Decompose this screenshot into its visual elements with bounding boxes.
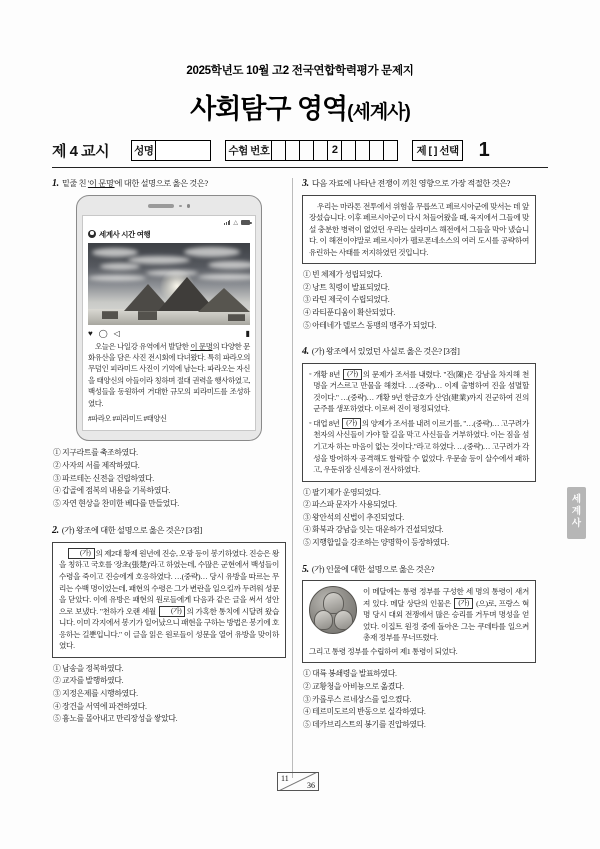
choice-option[interactable]: ② 낭트 칙령이 발표되었다.: [303, 282, 390, 292]
share-icon[interactable]: ◁: [113, 328, 120, 338]
choice-option[interactable]: ⑤ 지행합일을 강조하는 양명학이 등장하였다.: [303, 538, 449, 548]
choice-option[interactable]: ① 남송을 정복하였다.: [53, 663, 124, 673]
consul-portrait-left: [314, 610, 333, 630]
number-cell[interactable]: [272, 141, 286, 160]
choice-option[interactable]: ① 빈 체제가 성립되었다.: [303, 270, 383, 280]
choice-option[interactable]: ④ 테르미도르의 반동으로 실각하였다.: [303, 707, 426, 717]
pyramid-photo: [88, 243, 250, 325]
number-cell[interactable]: [370, 141, 384, 160]
number-cell[interactable]: 2: [328, 141, 342, 160]
phone-screen: [82, 215, 256, 432]
choice-option[interactable]: ① 팔기제가 운영되었다.: [303, 487, 381, 497]
name-label: 성명: [132, 141, 156, 160]
choice-option[interactable]: ② 교자를 발행하였다.: [53, 676, 124, 686]
passage-text: 의 제2대 황제 원년에 진승, 오광 등이 봉기하였다. 진승은 왕을 칭하고 국호를 '장초(張楚)'라고 하였는데, 수많은 군현에서 백성들이 수령을 죽이고 진승에게 호응하였다. …(중략)… 당시 유방을 따르는 무리는 수백 명이었는데, 패현의 수령은 그가 변란을 일으킬까 두려워 성문을 닫았다. 이에 유방은 패현의 원로들에게 다음과 같은 글을 써서 성안으로 보냈다. "천하가 오랜 세월: [59, 548, 280, 616]
choice-option[interactable]: ⑤ 흉노를 몰아내고 만리장성을 쌓았다.: [53, 714, 178, 724]
choice-option[interactable]: ④ 갑골에 점복의 내용을 기록하였다.: [53, 486, 170, 496]
left-column: [52, 177, 286, 742]
bookmark-icon[interactable]: ▮: [245, 328, 250, 338]
number-cell[interactable]: [314, 141, 328, 160]
bullet-marker: ◦: [309, 418, 312, 427]
question-4-choices: [302, 487, 536, 550]
camera-dot-icon: [187, 204, 191, 208]
question-2-number: 2.: [52, 525, 59, 537]
wifi-icon: △: [233, 219, 238, 226]
passage-text: 대업 8년: [313, 418, 342, 428]
status-bar: [88, 219, 250, 227]
choice-option[interactable]: ② 교황청을 아비뇽으로 옮겼다.: [303, 682, 404, 691]
number-cell[interactable]: [384, 141, 397, 160]
post-body-part1: 오늘은 나일강 유역에서 발달한: [95, 341, 191, 351]
question-5-passage: [302, 580, 536, 663]
page-title: [52, 87, 548, 126]
choice-option[interactable]: ⑤ 자연 현상을 찬미한 베다를 만들었다.: [53, 498, 179, 508]
subject-parenthetical: (세계사): [347, 102, 410, 123]
passage-paragraph: 우리는 마라톤 전투에서 위험을 무릅쓰고 페르시아군에 맞서는 데 앞장섰습니다. 이후 페르시아군이 다시 쳐들어왔을 때, 육지에서 그들에 맞설 충분한 병력이 없었던 우리는 살라미스 해전에서 그들을 막아 냈습니다. 이 해전이야말로 페르시아가 펠로폰네소스의 여러 도시를 공략하여 유린하는 사태를 저지하였던 것입니다.: [309, 201, 530, 257]
passage-paragraph: [59, 548, 279, 652]
question-5-number: 5.: [302, 563, 309, 575]
cloud-shape: [208, 261, 250, 269]
choice-option[interactable]: ② 사자의 서를 제작하였다.: [53, 460, 140, 470]
post-author: [88, 229, 250, 240]
choice-option[interactable]: ③ 라틴 제국이 수립되었다.: [303, 295, 390, 305]
number-cell[interactable]: [286, 141, 300, 160]
mastaba-shape: [228, 314, 245, 321]
blank-ga-marker: (가): [159, 606, 186, 617]
passage-text: 이 메달에는 통령 정부를 구성한 세 명의 통령이 새겨져 있다. 메달 상단의 인물은: [363, 587, 529, 608]
question-4-number: 4.: [302, 346, 309, 358]
passage-text: 개황 8년: [313, 369, 343, 379]
choice-option[interactable]: ⑤ 데카브리스트의 봉기를 진압하였다.: [303, 719, 426, 729]
blank-ga-marker: (가): [343, 369, 362, 380]
speaker-bar-icon: [148, 204, 174, 207]
question-2-prompt-text: (가) 왕조에 대한 설명으로 옳은 것은? [3점]: [61, 526, 202, 536]
booklet-number: 1: [478, 138, 490, 161]
medal-image: [309, 586, 357, 634]
page-number-badge: [277, 772, 319, 791]
side-tab-char: 세: [571, 494, 582, 505]
battery-icon: [241, 220, 250, 225]
question-4-prompt: [302, 345, 536, 359]
subject-side-tab: [567, 487, 586, 539]
question-4-passage: [302, 363, 536, 482]
question-1-number: 1.: [52, 178, 59, 189]
subject-name: 사회탐구 영역: [190, 94, 348, 124]
question-2: [52, 524, 286, 725]
page-header: [0, 0, 600, 126]
pyramid-shape: [198, 285, 250, 312]
question-5: [302, 563, 536, 732]
choice-option[interactable]: ③ 지정은제를 시행하였다.: [53, 688, 138, 698]
passage-text: 의 양제가 조서를 내려 이르기를, "…(중략)… 고구려가 천자의 사신들이 가야 할 길을 막고 사신들을 거부하였다. 이는 짐을 섬기고자 하는 마음이 없는 것이다."라고 하였다. …(중략)… 고구려가 각 성을 방어하자 공격해도 함락할 수 없었다. 우문술 등이 살수에서 패하고, 우둔위장 신세웅이 전사하였다.: [313, 418, 529, 475]
side-tab-char: 사: [571, 517, 582, 529]
question-5-prompt: [302, 563, 536, 577]
question-1-choices: [52, 447, 286, 510]
cloud-shape: [100, 263, 140, 270]
choice-option[interactable]: ⑤ 아테네가 델로스 동맹의 맹주가 되었다.: [303, 320, 437, 330]
column-divider: [292, 178, 293, 778]
question-3-choices: [302, 269, 536, 332]
blank-ga-marker: (가): [454, 598, 473, 609]
sensor-dot-icon: [179, 205, 182, 208]
like-icon[interactable]: ♥: [88, 328, 93, 338]
bullet-marker: ◦: [309, 369, 312, 378]
current-page-number: 11: [281, 773, 289, 783]
post-author-name: 세계사 시간 여행: [99, 229, 151, 239]
cloud-shape: [128, 256, 190, 264]
post-action-bar: [88, 328, 250, 339]
cloud-shape: [184, 247, 240, 257]
choice-option[interactable]: ④ 화북과 강남을 잇는 대운하가 건설되었다.: [303, 525, 444, 535]
passage-text: 의 문제가 조서를 내렸다. "진(陳)은 강남을 차지해 천명을 거스르고 만물을 해쳤다. …(중략)… 이제 출병하여 진을 섬멸할 것이다." …(중략)… 개황 9년 한금호가 산엄(建業)까지 진군하여 진의 군주를 생포하였다. 이로써 진이 평정되었다.: [313, 369, 529, 414]
medal-description: [363, 586, 529, 644]
exam-number-label: 수험 번호: [226, 141, 272, 160]
choice-option[interactable]: ③ 카롤루스 르네상스를 일으켰다.: [303, 694, 412, 704]
question-4-prompt-text: (가) 왕조에서 있었던 사실로 옳은 것은? [3점]: [311, 347, 460, 357]
blank-ga-marker: (가): [68, 548, 95, 559]
question-4: [302, 345, 536, 549]
choice-option[interactable]: ④ 라티푼디움이 확산되었다.: [303, 308, 395, 318]
choice-option[interactable]: ① 지구라트를 축조하였다.: [53, 448, 138, 458]
total-page-number: 36: [307, 780, 315, 790]
name-field-group: [131, 140, 211, 161]
mastaba-shape: [102, 311, 118, 319]
question-2-passage: [52, 542, 286, 658]
name-input[interactable]: [156, 141, 210, 160]
question-5-prompt-text: (가) 인물에 대한 설명으로 옳은 것은?: [311, 564, 435, 574]
avatar-icon: [88, 230, 96, 238]
period-label: 제 4 교시: [52, 142, 110, 160]
right-column: [302, 177, 536, 742]
blank-ga-marker: (가): [342, 418, 361, 429]
exam-info-row: [52, 139, 548, 161]
medal-description-tail: 그리고 통령 정부를 수립하여 제1 통령이 되었다.: [309, 646, 458, 656]
q1-prompt-underline: '이 문명': [87, 179, 115, 188]
choice-option[interactable]: ③ 파르테논 신전을 건립하였다.: [53, 473, 154, 483]
content-columns: [52, 177, 548, 742]
question-1: [52, 177, 286, 510]
question-3: [302, 177, 536, 332]
phone-notch: [82, 203, 256, 210]
question-1-prompt: [52, 177, 286, 191]
post-body-part2: 의 다양한 문화유산을 담은 사진 전시회에 다녀왔다. 특히 파라오의 무덤인 피라미드 사진이 기억에 남는다. 파라오는 자신을 태양신의 아들이라 칭하며 절대 권력을 행사하였고, 백성들을 동원하여 거대한 규모의 피라미드를 조성하였다.: [88, 341, 250, 408]
mastaba-shape: [138, 311, 157, 320]
choice-option[interactable]: ③ 왕안석의 신법이 추진되었다.: [303, 512, 404, 522]
choice-option[interactable]: ① 대륙 봉쇄령을 발표하였다.: [303, 669, 397, 679]
passage-bullet: [309, 369, 529, 415]
question-3-prompt-text: 다음 자료에 나타난 전쟁이 끼친 영향으로 가장 적절한 것은?: [311, 179, 511, 188]
post-body-underline: 이 문명: [190, 341, 213, 351]
header-divider: [52, 167, 548, 168]
side-tab-char: 계: [571, 505, 582, 517]
choice-option[interactable]: ④ 장건을 서역에 파견하였다.: [53, 701, 147, 711]
selection-label: 제 [ ] 선택: [412, 140, 462, 161]
post-body-text: [88, 341, 250, 410]
question-2-prompt: [52, 524, 286, 538]
passage-text: 의 가혹한 통치에 시달려 왔습니다. 이미 각지에서 봉기가 일어났으니 패현을 구하는 방법은 봉기에 호응하는 길뿐입니다." 이 글을 읽은 원로들이 성문을 열어 유방을 맞이하였다.: [59, 606, 280, 651]
phone-mockup: [76, 195, 262, 442]
post-hashtags: #파라오 #피라미드 #태양신: [88, 415, 167, 424]
question-3-passage: [302, 195, 536, 265]
exam-number-group: [225, 140, 398, 161]
question-2-choices: [52, 663, 286, 726]
question-3-prompt: [302, 177, 536, 191]
q1-prompt-before: 밑줄 친: [61, 179, 88, 188]
passage-text: (으)로, 프랑스 혁명 당시 대외 전쟁에서 많은 승리를 거두며 명성을 얻었다. 이집트 원정 중에 돌아온 그는 쿠데타를 일으켜 총재 정부를 무너뜨렸다.: [363, 598, 529, 643]
passage-bullet: [309, 418, 529, 476]
number-cell[interactable]: [300, 141, 314, 160]
number-cell[interactable]: [356, 141, 370, 160]
exam-number-cells[interactable]: [272, 141, 397, 160]
choice-option[interactable]: ② 파스파 문자가 사용되었다.: [303, 500, 397, 510]
consul-portrait-right: [334, 610, 353, 630]
q1-prompt-after: 에 대한 설명으로 옳은 것은?: [114, 179, 208, 188]
question-3-number: 3.: [302, 178, 309, 189]
exam-title-line: 2025학년도 10월 고2 전국연합학력평가 문제지: [186, 65, 414, 77]
question-5-choices: [302, 668, 536, 731]
cloud-shape: [92, 248, 138, 257]
comment-icon[interactable]: ◯: [98, 328, 108, 338]
number-cell[interactable]: [342, 141, 356, 160]
signal-icon: [224, 220, 230, 225]
